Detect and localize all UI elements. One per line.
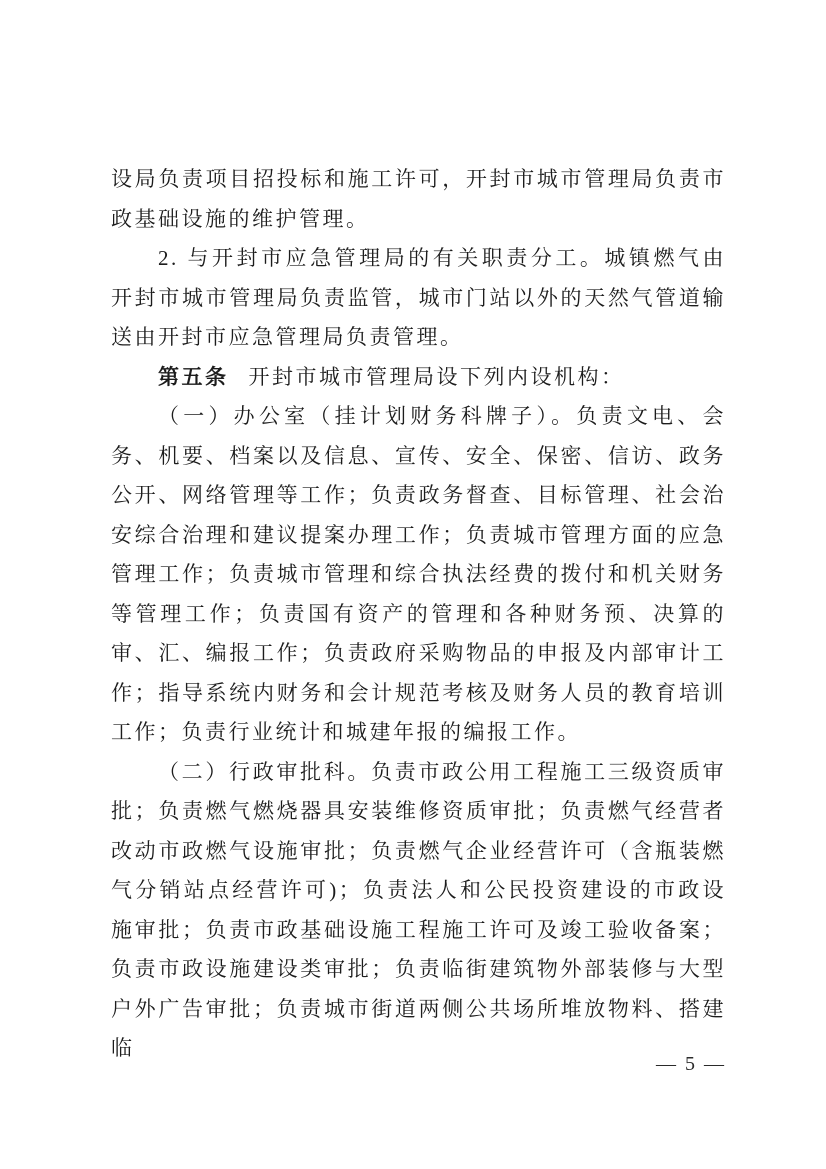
paragraph — [111, 239, 726, 358]
paragraph-text: （二）行政审批科。负责市政公用工程施工三级资质审批；负责燃气燃烧器具安装维修资质审批；负责燃气经营者改动市政燃气设施审批；负责燃气企业经营许可（含瓶装燃气分销站点经营许可)；负责法人和公民投资建设的市政设施审批；负责市政基础设施工程施工许可及竣工验收备案；负责市政设施建设类审批；负责临街建筑物外部装修与大型户外广告审批；负责城市街道两侧公共场所堆放物料、搭建临 — [111, 759, 726, 1060]
paragraph-text: 开封市城市管理局设下列内设机构： — [248, 364, 625, 389]
paragraph — [111, 358, 726, 398]
document-body — [111, 160, 726, 1069]
paragraph-text: 2. 与开封市应急管理局的有关职责分工。城镇燃气由开封市城市管理局负责监管，城市门站以外的天然气管道输送由开封市应急管理局负责管理。 — [111, 246, 726, 349]
paragraph-text: 设局负责项目招投标和施工许可，开封市城市管理局负责市政基础设施的维护管理。 — [111, 167, 726, 231]
paragraph — [111, 397, 726, 753]
article-number: 第五条 — [158, 364, 229, 389]
paragraph-text: （一）办公室（挂计划财务科牌子）。负责文电、会务、机要、档案以及信息、宣传、安全、保密、信访、政务公开、网络管理等工作；负责政务督查、目标管理、社会治安综合治理和建议提案办理工作；负责城市管理方面的应急管理工作；负责城市管理和综合执法经费的拨付和机关财务等管理工作；负责国有资产的管理和各种财务预、决算的审、汇、编报工作；负责政府采购物品的申报及内部审计工作；指导系统内财务和会计规范考核及财务人员的教育培训工作；负责行业统计和城建年报的编报工作。 — [111, 404, 726, 744]
paragraph — [111, 753, 726, 1069]
paragraph — [111, 160, 726, 239]
page-number: — 5 — — [656, 1053, 726, 1075]
